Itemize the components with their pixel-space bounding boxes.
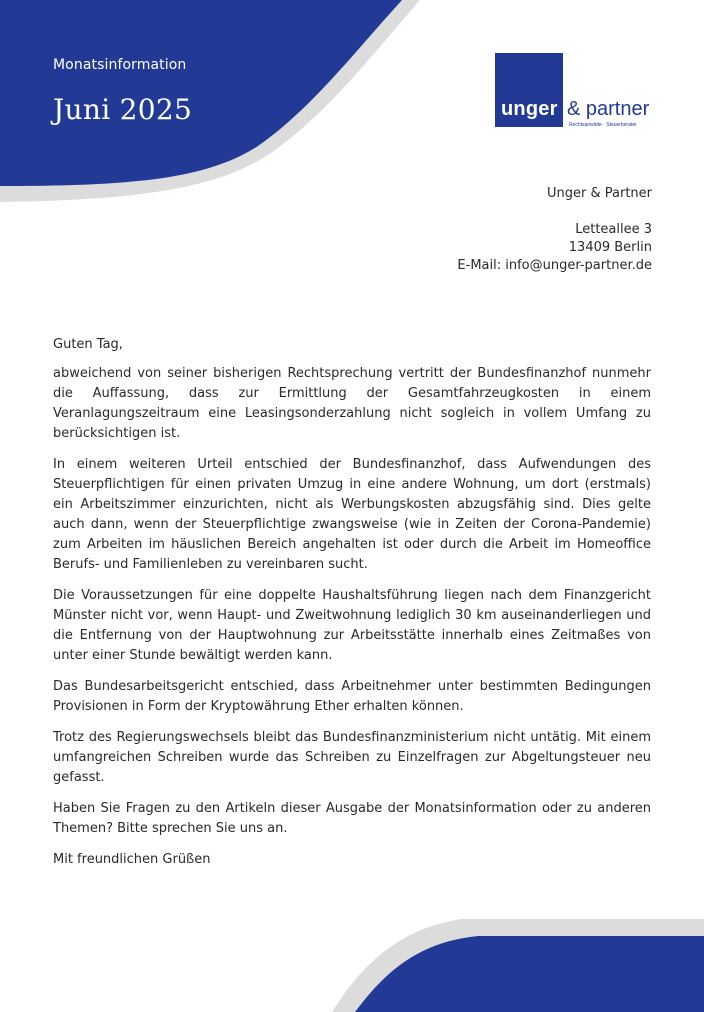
letter-paragraph: Das Bundesarbeitsgericht entschied, dass Arbeitnehmer unter bestimmten Bedingungen Provisionen in Form der Kryptowährung Ether erhalten können. <box>53 679 651 714</box>
sender-name: Unger & Partner <box>547 186 652 201</box>
logo-word-partner: & partner <box>567 98 650 120</box>
sender-email: E-Mail: info@unger-partner.de <box>457 258 652 273</box>
sender-city: 13409 Berlin <box>568 240 652 255</box>
page-title: Juni 2025 <box>53 93 193 126</box>
letter-paragraph: abweichend von seiner bisherigen Rechtsprechung vertritt der Bundesfinanzhof nunmehr die Auffassung, dass zur Ermittlung der Gesamtfahrzeugkosten in einem Veranlagungszeitraum eine Leasingsonderzahlung nicht sogleich in vollem Umfang zu berücksichtigen ist. <box>53 366 651 441</box>
letter-paragraph: In einem weiteren Urteil entschied der Bundesfinanzhof, dass Aufwendungen des Steuerpflichtigen für einen privaten Umzug in eine andere Wohnung, um dort (erstmals) ein Arbeitszimmer einzurichten, nicht als Werbungskosten abzugsfähig sind. Dies gelte auch dann, wenn der Steuerpflichtige zwangsweise (wie in Zeiten der Corona-Pandemie) zum Arbeiten im häuslichen Bereich angehalten ist oder durch die Arbeit im Homeoffice Berufs- und Familienleben zu vereinbaren sucht. <box>53 457 651 572</box>
footer-swoosh-background <box>0 912 704 1012</box>
letter-body <box>53 335 651 881</box>
letter-paragraph: Die Voraussetzungen für eine doppelte Haushaltsführung liegen nach dem Finanzgericht Münster nicht vor, wenn Haupt- und Zweitwohnung lediglich 30 km auseinanderliegen und die Entfernung von der Hauptwohnung zur Arbeitsstätte innerhalb eines Zeitmaßes von unter einer Stunde bewältigt werden kann. <box>53 588 651 663</box>
letter-greeting: Guten Tag, <box>53 337 123 352</box>
logo-word-unger: unger <box>501 98 558 120</box>
sender-address <box>457 185 652 275</box>
letter-paragraph: Haben Sie Fragen zu den Artikeln dieser Ausgabe der Monatsinformation oder zu anderen Themen? Bitte sprechen Sie uns an. <box>53 801 651 836</box>
letter-closing: Mit freundlichen Grüßen <box>53 852 211 867</box>
company-logo <box>495 53 655 133</box>
sender-street: Letteallee 3 <box>575 222 652 237</box>
header-subtitle: Monatsinformation <box>53 57 187 73</box>
letter-paragraph: Trotz des Regierungswechsels bleibt das Bundesfinanzministerium nicht untätig. Mit einem umfangreichen Schreiben wurde das Schreiben zu Einzelfragen zur Abgeltungsteuer neu gefasst. <box>53 730 651 785</box>
logo-tagline: Rechtsanwälte · Steuerberater <box>569 122 637 128</box>
